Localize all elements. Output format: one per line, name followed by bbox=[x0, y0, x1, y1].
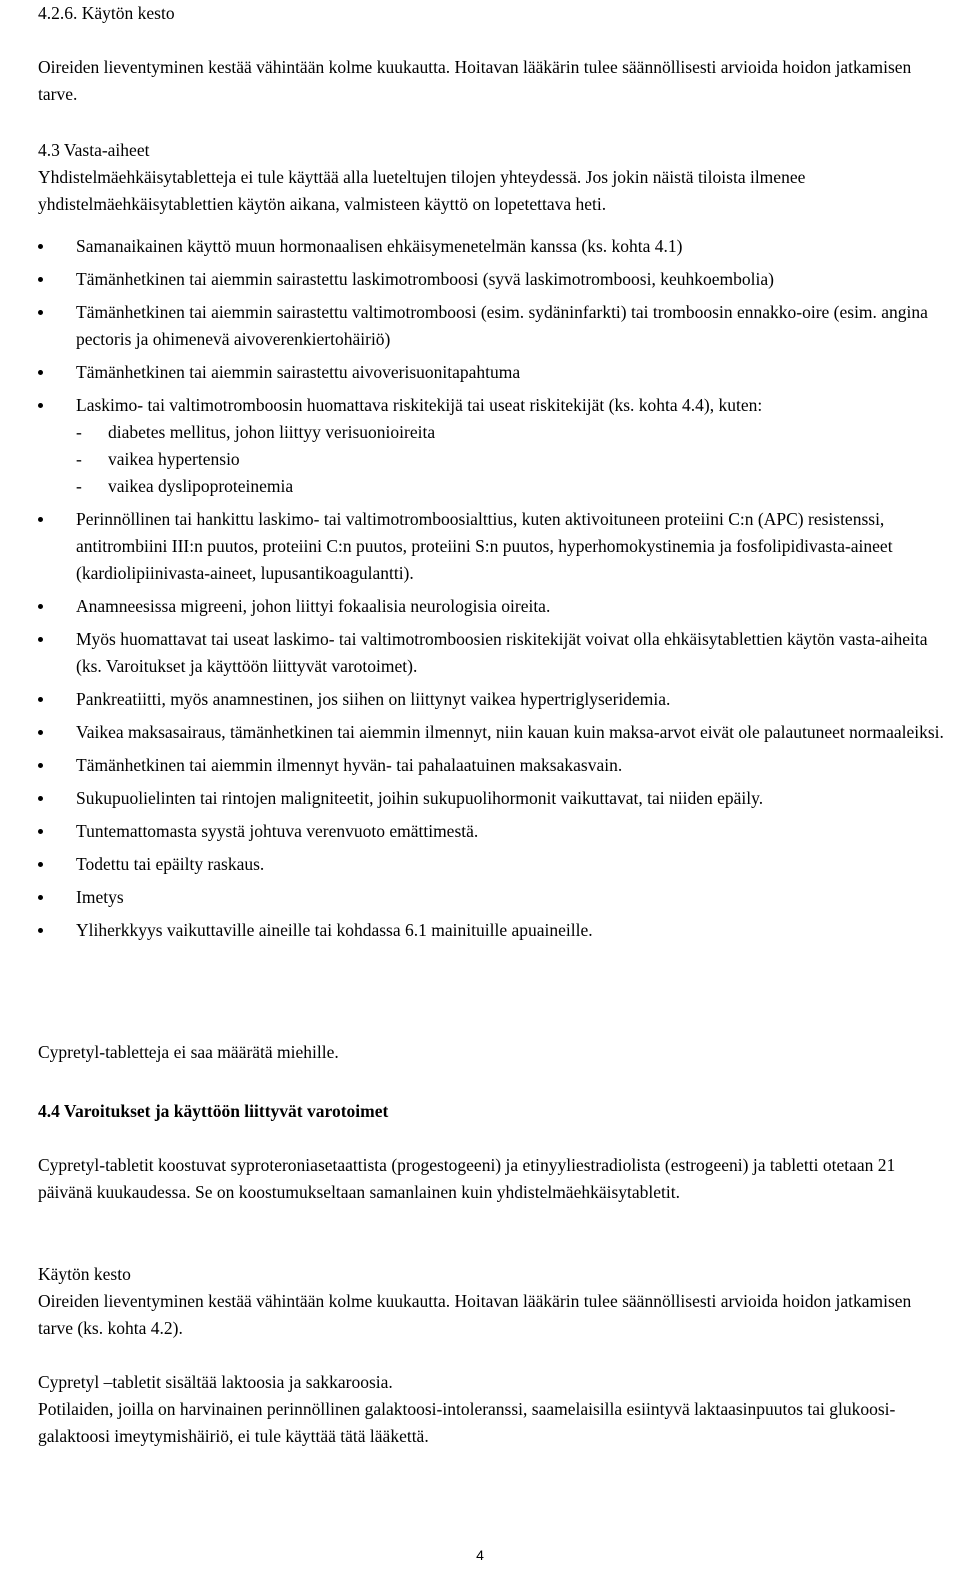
list-item: Myös huomattavat tai useat laskimo- tai valtimotromboosien riskitekijät voivat olla ehkäisytablettien käytön vasta-aiheita (ks. Varoitukset ja käyttöön liittyvät varotoimet). bbox=[38, 626, 950, 680]
bullet-icon bbox=[38, 862, 43, 867]
section-426-paragraph: Oireiden lieventyminen kestää vähintään kolme kuukautta. Hoitavan lääkärin tulee säännöllisesti arvioida hoidon jatkamisen tarve. bbox=[38, 57, 912, 104]
bullet-icon bbox=[38, 370, 43, 375]
bullet-icon bbox=[38, 928, 43, 933]
section-44-heading: 4.4 Varoitukset ja käyttöön liittyvät varotoimet bbox=[38, 1101, 389, 1121]
list-item: Yliherkkyys vaikuttaville aineille tai kohdassa 6.1 mainituille apuaineille. bbox=[38, 917, 950, 944]
list-item: Sukupuolielinten tai rintojen maligniteetit, joihin sukupuolihormonit vaikuttavat, tai niiden epäily. bbox=[38, 785, 950, 812]
list-item: Tämänhetkinen tai aiemmin sairastettu laskimotromboosi (syvä laskimotromboosi, keuhkoembolia) bbox=[38, 266, 950, 293]
section-426-heading: 4.2.6. Käytön kesto bbox=[38, 3, 175, 23]
bullet-icon bbox=[38, 895, 43, 900]
bullet-icon bbox=[38, 796, 43, 801]
risk-factor-sublist bbox=[76, 419, 950, 500]
kesto-paragraph: Oireiden lieventyminen kestää vähintään kolme kuukautta. Hoitavan lääkärin tulee säännöllisesti arvioida hoidon jatkamisen tarve (ks. kohta 4.2). bbox=[38, 1291, 912, 1338]
bullet-icon bbox=[38, 697, 43, 702]
section-44-paragraph: Cypretyl-tabletit koostuvat syproteroniasetaattista (progestogeeni) ja etinyyliestradiolista (estrogeeni) ja tabletti otetaan 21 päivänä kuukaudessa. Se on koostumukseltaan samanlainen kuin yhdistelmäehkäisytabletit. bbox=[38, 1155, 896, 1202]
bullet-icon bbox=[38, 310, 43, 315]
list-item: Samanaikainen käyttö muun hormonaalisen ehkäisymenetelmän kanssa (ks. kohta 4.1) bbox=[38, 233, 950, 260]
bullet-icon bbox=[38, 604, 43, 609]
bullet-icon bbox=[38, 517, 43, 522]
bullet-icon bbox=[38, 763, 43, 768]
list-item: Todettu tai epäilty raskaus. bbox=[38, 851, 950, 878]
list-item: Pankreatiitti, myös anamnestinen, jos siihen on liittynyt vaikea hypertriglyseridemia. bbox=[38, 686, 950, 713]
list-item: Tuntemattomasta syystä johtuva verenvuoto emättimestä. bbox=[38, 818, 950, 845]
bullet-icon bbox=[38, 829, 43, 834]
section-43-note: Cypretyl-tabletteja ei saa määrätä miehille. bbox=[38, 1042, 339, 1062]
bullet-icon bbox=[38, 730, 43, 735]
section-43-intro: Yhdistelmäehkäisytabletteja ei tule käyttää alla lueteltujen tilojen yhteydessä. Jos jokin näistä tiloista ilmenee yhdistelmäehkäisytablettien käytön aikana, valmisteen käyttö on lopetettava heti. bbox=[38, 167, 806, 214]
lactose-paragraph: Potilaiden, joilla on harvinainen perinnöllinen galaktoosi-intoleranssi, saamelaisilla esiintyvä laktaasinpuutos tai glukoosi-galaktoosi imeytymishäiriö, ei tule käyttää tätä lääkettä. bbox=[38, 1399, 896, 1446]
list-item: Tämänhetkinen tai aiemmin ilmennyt hyvän- tai pahalaatuinen maksakasvain. bbox=[38, 752, 950, 779]
list-item: Tämänhetkinen tai aiemmin sairastettu valtimotromboosi (esim. sydäninfarkti) tai tromboosin ennakko-oire (esim. angina pectoris ja ohimenevä aivoverenkiertohäiriö) bbox=[38, 299, 950, 353]
kesto-title: Käytön kesto bbox=[38, 1264, 131, 1284]
contraindication-list bbox=[38, 233, 950, 950]
bullet-icon bbox=[38, 277, 43, 282]
section-43-heading: 4.3 Vasta-aiheet bbox=[38, 140, 150, 160]
list-item: Imetys bbox=[38, 884, 950, 911]
page-number: 4 bbox=[476, 1547, 484, 1563]
sub-list-item: - diabetes mellitus, johon liittyy verisuonioireita bbox=[76, 422, 436, 442]
bullet-icon bbox=[38, 244, 43, 249]
list-item: Tämänhetkinen tai aiemmin sairastettu aivoverisuonitapahtuma bbox=[38, 359, 950, 386]
bullet-icon bbox=[38, 403, 43, 408]
list-item: Laskimo- tai valtimotromboosin huomattava riskitekijä tai useat riskitekijät (ks. kohta 4.4), kuten: - diabetes mellitus, johon liittyy verisuonioireita - vaikea hypertensio - vaikea dyslipoproteinemia bbox=[38, 392, 950, 500]
sub-list-item: - vaikea hypertensio bbox=[76, 449, 240, 469]
bullet-icon bbox=[38, 637, 43, 642]
sub-list-item: - vaikea dyslipoproteinemia bbox=[76, 476, 294, 496]
list-item: Vaikea maksasairaus, tämänhetkinen tai aiemmin ilmennyt, niin kauan kuin maksa-arvot eivät ole palautuneet normaaleiksi. bbox=[38, 719, 950, 746]
lactose-line: Cypretyl –tabletit sisältää laktoosia ja sakkaroosia. bbox=[38, 1372, 393, 1392]
list-item: Anamneesissa migreeni, johon liittyi fokaalisia neurologisia oireita. bbox=[38, 593, 950, 620]
list-item: Perinnöllinen tai hankittu laskimo- tai valtimotromboosialttius, kuten aktivoituneen proteiini C:n (APC) resistenssi, antitrombiini III:n puutos, proteiini C:n puutos, proteiini S:n puutos, hyperhomokystinemia ja fosfolipidivasta-aineet (kardiolipiinivasta-aineet, lupusantikoagulantti). bbox=[38, 506, 950, 587]
